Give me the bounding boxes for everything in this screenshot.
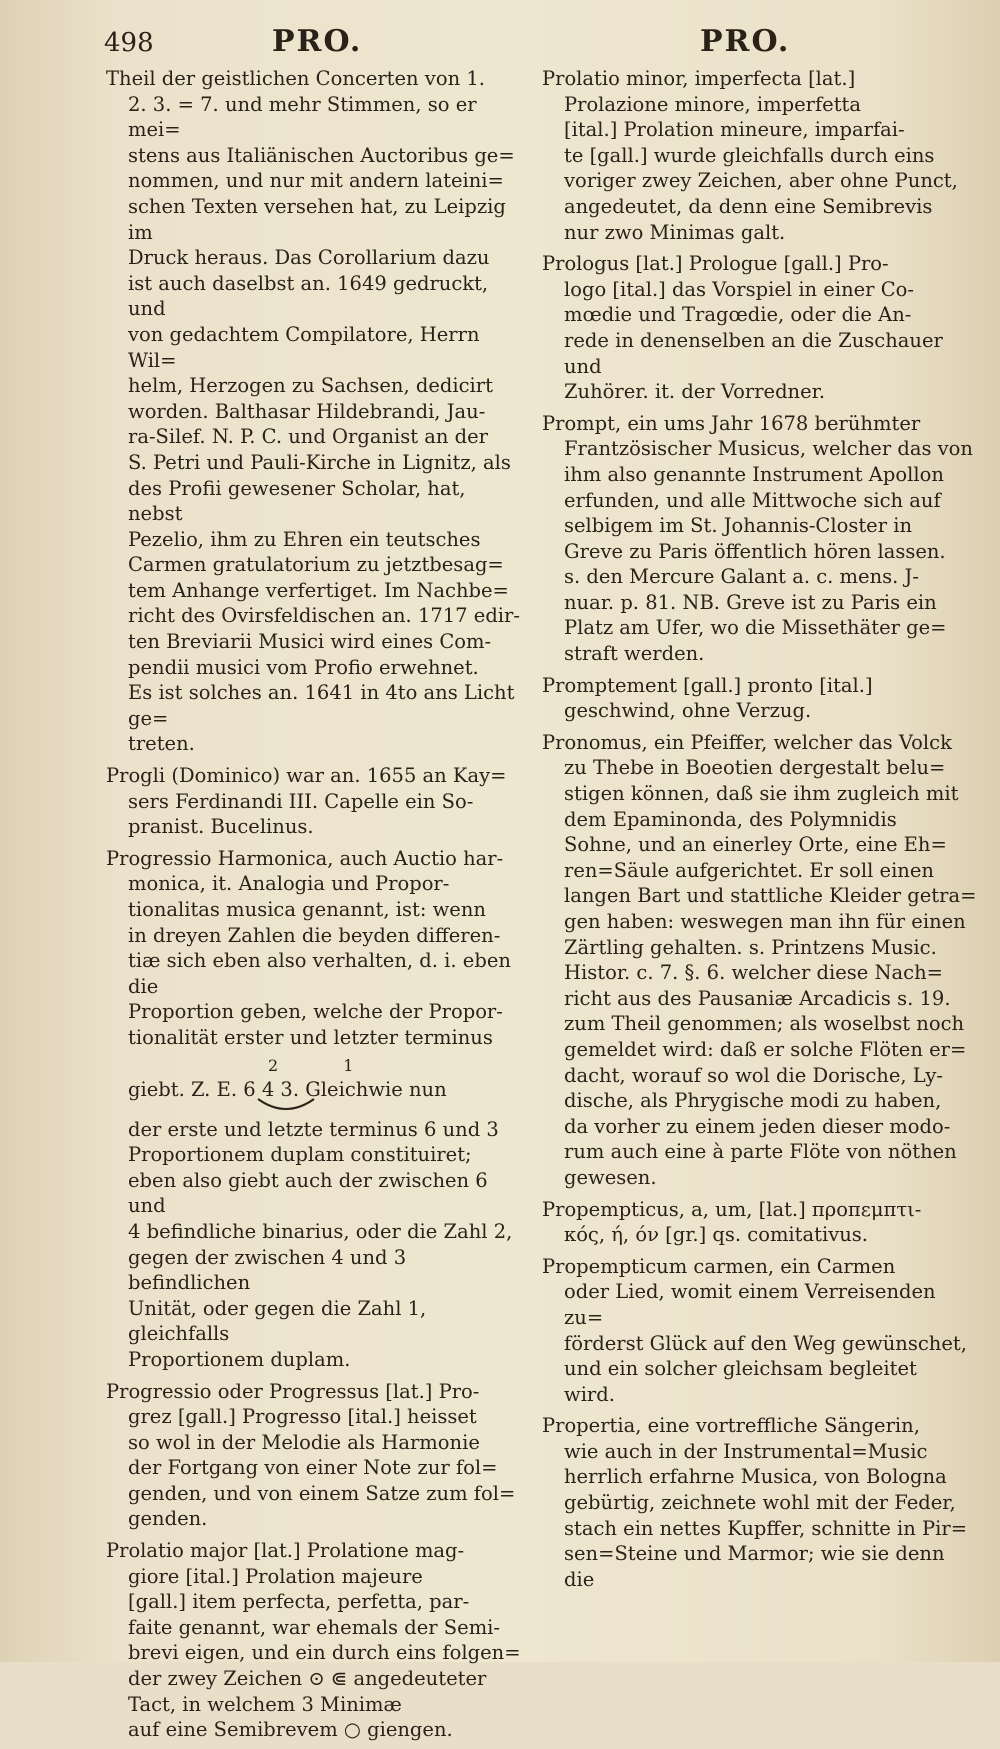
- progressio-line: grez [gall.] Progresso [ital.] heisset: [128, 1405, 477, 1429]
- pronomus-line: Sohne, und an einerley Orte, eine Eh=: [564, 833, 947, 857]
- prompt-line: Prompt, ein ums Jahr 1678 berühmter: [542, 411, 921, 435]
- continuation-line: von gedachtem Compilatore, Herrn Wil=: [128, 322, 480, 372]
- prolatio-major-line: der zwey Zeichen ⊙ ⋐ angedeuteter: [128, 1667, 487, 1691]
- prolatio-minor-line: voriger zwey Zeichen, aber ohne Punct,: [564, 169, 958, 193]
- running-head-right: PRO.: [700, 24, 791, 59]
- ratio-differences: 2 1: [268, 1055, 384, 1075]
- propempticus-line: κός, ή, όν [gr.] qs. comitativus.: [564, 1223, 868, 1247]
- progli-line: sers Ferdinandi III. Capelle ein So-: [128, 789, 474, 813]
- prologus-line: Prologus [lat.] Prologue [gall.] Pro-: [542, 252, 889, 276]
- propertia-line: stach ein nettes Kupffer, schnitte in Pir=: [564, 1516, 968, 1540]
- left-column: [106, 66, 526, 1749]
- propertia-line: herrlich erfahrne Musica, von Bologna: [564, 1465, 947, 1489]
- pronomus-line: zum Theil genommen; als woselbst noch: [564, 1012, 965, 1036]
- continuation-line: ist auch daselbst an. 1649 gedruckt, und: [128, 271, 489, 321]
- progressio-harmonica-line: tionalitas musica genannt, ist: wenn: [128, 898, 486, 921]
- continuation-line: pendii musici vom Profio erwehnet.: [128, 655, 479, 679]
- pronomus-line: Zärtling gehalten. s. Printzens Music.: [564, 935, 937, 959]
- prompt-line: Platz am Ufer, wo die Missethäter ge=: [564, 616, 947, 640]
- right-column: [542, 66, 980, 1598]
- pronomus-line: dacht, worauf so wol die Dorische, Ly-: [564, 1063, 944, 1087]
- continuation-line: schen Texten versehen hat, zu Leipzig im: [128, 194, 506, 244]
- prologus-line: logo [ital.] das Vorspiel in einer Co-: [564, 277, 914, 301]
- promptement-line: Promptement [gall.] pronto [ital.]: [542, 673, 873, 697]
- continuation-line: tem Anhange verfertiget. Im Nachbe=: [128, 578, 509, 602]
- continuation-line: nommen, und nur mit andern lateini=: [128, 169, 504, 193]
- entry-progressio-harmonica: [106, 846, 526, 1051]
- page-header: [0, 18, 1000, 58]
- prolatio-minor-line: Prolazione minore, imperfetta: [564, 92, 862, 116]
- pronomus-line: Histor. c. 7. §. 6. welcher diese Nach=: [564, 961, 943, 985]
- prolatio-major-line: auf eine Semibrevem ○ giengen.: [128, 1718, 453, 1742]
- progressio-line: der Fortgang von einer Note zur fol=: [128, 1456, 498, 1480]
- progressio-harmonica-cont-line: eben also giebt auch der zwischen 6 und: [128, 1168, 488, 1218]
- prolatio-minor-line: nur zwo Minimas galt.: [564, 220, 786, 244]
- pronomus-line: stigen können, daß sie ihm zugleich mit: [564, 782, 959, 806]
- propempticus-line: Propempticus, a, um, [lat.] προπεμπτι-: [542, 1197, 922, 1221]
- entry-progressio-harmonica-cont: [106, 1117, 526, 1373]
- entry-propempticum: [542, 1254, 980, 1408]
- pronomus-line: Pronomus, ein Pfeiffer, welcher das Volck: [542, 730, 952, 754]
- running-head-left: PRO.: [272, 24, 363, 59]
- pronomus-line: zu Thebe in Boeotien dergestalt belu=: [564, 756, 946, 780]
- entry-pronomus: [542, 730, 980, 1191]
- propempticum-line: Propempticum carmen, ein Carmen: [542, 1254, 896, 1278]
- pronomus-line: rum auch eine à parte Flöte von nöthen: [564, 1140, 957, 1164]
- entry-progli: [106, 763, 526, 840]
- propertia-line: wie auch in der Instrumental=Music: [564, 1439, 928, 1463]
- continuation-line: helm, Herzogen zu Sachsen, dedicirt: [128, 374, 493, 398]
- progli-line: Progli (Dominico) war an. 1655 an Kay=: [106, 764, 507, 788]
- entry-propertia: [542, 1413, 980, 1592]
- continuation-line: S. Petri und Pauli-Kirche in Lignitz, als: [128, 450, 511, 474]
- continuation-line: 2. 3. = 7. und mehr Stimmen, so er mei=: [128, 92, 477, 142]
- prompt-line: erfunden, und alle Mittwoche sich auf: [564, 488, 941, 512]
- prolatio-minor-line: [ital.] Prolation mineure, imparfai-: [564, 118, 905, 142]
- pronomus-line: ren=Säule aufgerichtet. Er soll einen: [564, 858, 934, 882]
- progressio-harmonica-line: monica, it. Analogia und Propor-: [128, 872, 450, 896]
- propertia-line: sen=Steine und Marmor; wie sie denn: [564, 1542, 945, 1566]
- progressio-harmonica-cont-line: der erste und letzte terminus 6 und 3: [128, 1117, 499, 1141]
- prompt-line: selbigem im St. Johannis-Closter in: [564, 514, 913, 538]
- page-number: 498: [104, 28, 154, 58]
- propempticum-line: oder Lied, womit einem Verreisenden zu=: [564, 1280, 936, 1329]
- progressio-line: genden.: [128, 1507, 208, 1531]
- pronomus-line: gewesen.: [564, 1165, 657, 1189]
- entry-progressio: [106, 1379, 526, 1533]
- progressio-line: Progressio oder Progressus [lat.] Pro-: [106, 1379, 480, 1403]
- continuation-line: des Profii gewesener Scholar, hat, nebst: [128, 476, 466, 526]
- propertia-line: die: [564, 1567, 595, 1591]
- prolatio-major-line: Prolatio major [lat.] Prolatione mag-: [106, 1539, 465, 1563]
- ratio-line: giebt. Z. E. 6 4 3. Gleichwie nun: [128, 1077, 447, 1101]
- progressio-line: genden, und von einem Satze zum fol=: [128, 1481, 516, 1505]
- progressio-harmonica-line: tiæ sich eben also verhalten, d. i. eben die: [128, 949, 511, 998]
- propertia-line: gebürtig, zeichnete wohl mit der Feder,: [564, 1491, 956, 1515]
- progressio-harmonica-line: Progressio Harmonica, auch Auctio har-: [106, 846, 504, 870]
- promptement-line: geschwind, ohne Verzug.: [564, 699, 812, 723]
- continuation-line: Pezelio, ihm zu Ehren ein teutsches: [128, 527, 481, 551]
- propertia-line: Propertia, eine vortreffliche Sängerin,: [542, 1414, 920, 1438]
- continuation-line: worden. Balthasar Hildebrandi, Jau-: [128, 399, 486, 423]
- ratio-brace-icon: [256, 1097, 316, 1115]
- prompt-line: s. den Mercure Galant a. c. mens. J-: [564, 565, 919, 589]
- continuation-line: richt des Ovirsfeldischen an. 1717 edir-: [128, 604, 520, 628]
- entry-propempticus: [542, 1197, 980, 1248]
- pronomus-line: dem Epaminonda, des Polymnidis: [564, 807, 897, 831]
- prologus-line: mœdie und Tragœdie, oder die An-: [564, 303, 912, 327]
- prolatio-minor-line: angedeutet, da denn eine Semibrevis: [564, 194, 933, 218]
- continuation-line: Theil der geistlichen Concerten von 1.: [106, 67, 485, 90]
- prompt-line: ihm also genannte Instrument Apollon: [564, 462, 944, 486]
- continuation-line: stens aus Italiänischen Auctoribus ge=: [128, 143, 515, 167]
- progressio-harmonica-line: Proportion geben, welche der Propor-: [128, 1000, 503, 1024]
- continuation-line: Carmen gratulatorium zu jetztbesag=: [128, 553, 504, 577]
- prolatio-major-line: [gall.] item perfecta, perfetta, par-: [128, 1590, 470, 1614]
- continuation-line: Druck heraus. Das Corollarium dazu: [128, 246, 490, 270]
- progressio-harmonica-cont-line: Unität, oder gegen die Zahl 1, gleichfalls: [128, 1296, 427, 1346]
- prolatio-major-line: faite genannt, war ehemals der Semi-: [128, 1615, 501, 1639]
- continuation-line: ten Breviarii Musici wird eines Com-: [128, 630, 492, 654]
- prologus-line: rede in denenselben an die Zuschauer und: [564, 328, 943, 378]
- propempticum-line: und ein solcher gleichsam begleitet: [564, 1357, 917, 1381]
- pronomus-line: langen Bart und stattliche Kleider getra=: [564, 884, 977, 908]
- progressio-harmonica-cont-line: gegen der zwischen 4 und 3 befindlichen: [128, 1245, 407, 1295]
- entry-prolatio-major: [106, 1538, 526, 1743]
- prolatio-major-line: brevi eigen, und ein durch eins folgen=: [128, 1641, 521, 1665]
- progressio-harmonica-cont-line: Proportionem duplam.: [128, 1347, 351, 1371]
- pronomus-line: gen haben: weswegen man ihn für einen: [564, 910, 966, 933]
- pronomus-line: richt aus des Pausaniæ Arcadicis s. 19.: [564, 986, 951, 1010]
- prompt-line: Greve zu Paris öffentlich hören lassen.: [564, 539, 946, 563]
- continuation-line: Es ist solches an. 1641 in 4to ans Licht ge=: [128, 681, 515, 730]
- entry-prologus: [542, 251, 980, 405]
- pronomus-line: gemeldet wird: daß er solche Flöten er=: [564, 1037, 967, 1061]
- progressio-harmonica-cont-line: Proportionem duplam constituiret;: [128, 1143, 472, 1167]
- entry-continuation: [106, 66, 526, 757]
- entry-promptement: [542, 673, 980, 724]
- prologus-line: Zuhörer. it. der Vorredner.: [564, 380, 826, 404]
- progressio-harmonica-line: tionalität erster und letzter terminus: [128, 1025, 493, 1049]
- prolatio-minor-line: Prolatio minor, imperfecta [lat.]: [542, 67, 856, 90]
- continuation-line: treten.: [128, 732, 195, 756]
- continuation-line: ra-Silef. N. P. C. und Organist an der: [128, 425, 489, 449]
- progressio-line: so wol in der Melodie als Harmonie: [128, 1430, 480, 1454]
- pronomus-line: dische, als Phrygische modi zu haben,: [564, 1089, 942, 1113]
- prolatio-major-line: Tact, in welchem 3 Minimæ: [128, 1692, 402, 1716]
- entry-prompt: [542, 411, 980, 667]
- pronomus-line: da vorher zu einem jeden dieser modo-: [564, 1114, 951, 1138]
- propempticum-line: wird.: [564, 1382, 615, 1406]
- prompt-line: nuar. p. 81. NB. Greve ist zu Paris ein: [564, 590, 937, 614]
- ratio-example: [106, 1057, 526, 1115]
- progressio-harmonica-cont-line: 4 befindliche binarius, oder die Zahl 2,: [128, 1219, 513, 1243]
- prompt-line: straft werden.: [564, 642, 705, 666]
- prolatio-major-line: giore [ital.] Prolation majeure: [128, 1564, 423, 1588]
- progli-line: pranist. Bucelinus.: [128, 815, 314, 839]
- progressio-harmonica-line: in dreyen Zahlen die beyden differen-: [128, 923, 501, 947]
- entry-prolatio-minor: [542, 66, 980, 245]
- prolatio-minor-line: te [gall.] wurde gleichfalls durch eins: [564, 143, 935, 167]
- prompt-line: Frantzösischer Musicus, welcher das von: [564, 437, 973, 461]
- propempticum-line: förderst Glück auf den Weg gewünschet,: [564, 1331, 967, 1355]
